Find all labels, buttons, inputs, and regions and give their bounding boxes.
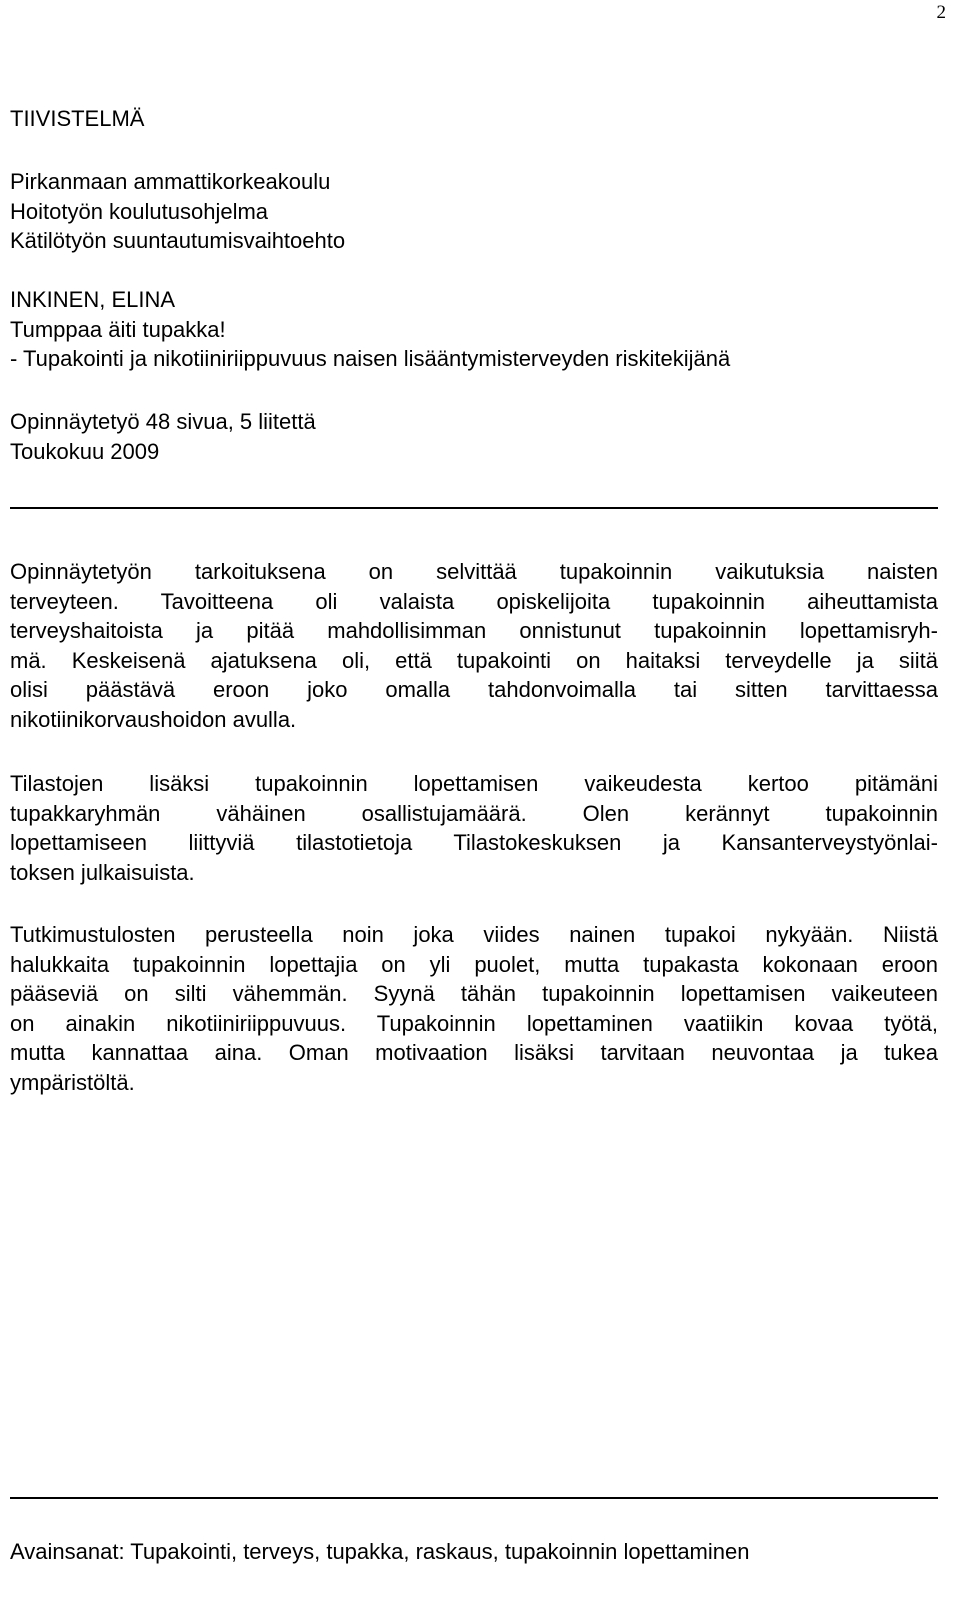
paragraph-line: olisi päästävä eroon joko omalla tahdonvoimalla tai sitten tarvittaessa bbox=[10, 677, 938, 702]
paragraph-line: mutta kannattaa aina. Oman motivaation lisäksi tarvitaan neuvontaa ja tukea bbox=[10, 1040, 938, 1065]
page-number: 2 bbox=[936, 2, 946, 23]
paragraph-line: ympäristöltä. bbox=[10, 1069, 135, 1095]
abstract-paragraph-1 bbox=[10, 557, 938, 734]
paragraph-line: tupakkaryhmän vähäinen osallistujamäärä. Olen kerännyt tupakoinnin bbox=[10, 800, 938, 826]
paragraph-line: terveyteen. Tavoitteena oli valaista opiskelijoita tupakoinnin aiheuttamista bbox=[10, 588, 938, 614]
divider-bottom bbox=[10, 1497, 938, 1499]
paragraph-line: pääseviä on silti vähemmän. Syynä tähän tupakoinnin lopettamisen vaikeuteen bbox=[10, 981, 938, 1006]
degree-program: Hoitotyön koulutusohjelma bbox=[10, 198, 269, 224]
school-info bbox=[10, 167, 938, 256]
paragraph-line: halukkaita tupakoinnin lopettajia on yli puolet, mutta tupakasta kokonaan eroon bbox=[10, 951, 938, 977]
abstract-heading: TIIVISTELMÄ bbox=[10, 106, 145, 131]
thesis-subtitle: - Tupakointi ja nikotiiniriippuvuus naisen lisääntymisterveyden riskitekijänä bbox=[10, 346, 731, 371]
paragraph-line: toksen julkaisuista. bbox=[10, 859, 195, 885]
author-name: INKINEN, ELINA bbox=[10, 287, 176, 312]
page-count: Opinnäytetyö 48 sivua, 5 liitettä bbox=[10, 409, 316, 434]
paragraph-line: nikotiinikorvaushoidon avulla. bbox=[10, 706, 297, 732]
thesis-date: Toukokuu 2009 bbox=[10, 438, 160, 464]
thesis-details bbox=[10, 407, 938, 466]
paragraph-line: Opinnäytetyön tarkoituksena on selvittää tupakoinnin vaikutuksia naisten bbox=[10, 559, 938, 584]
thesis-title: Tumppaa äiti tupakka! bbox=[10, 316, 226, 342]
abstract-paragraph-2 bbox=[10, 769, 938, 887]
thesis-info bbox=[10, 285, 938, 374]
divider-top bbox=[10, 507, 938, 509]
paragraph-line: Tutkimustulosten perusteella noin joka viides nainen tupakoi nykyään. Niistä bbox=[10, 922, 938, 947]
abstract-paragraph-3 bbox=[10, 920, 938, 1097]
paragraph-line: Tilastojen lisäksi tupakoinnin lopettamisen vaikeudesta kertoo pitämäni bbox=[10, 771, 938, 796]
paragraph-line: terveyshaitoista ja pitää mahdollisimman onnistunut tupakoinnin lopettamisryh- bbox=[10, 618, 938, 643]
paragraph-line: mä. Keskeisenä ajatuksena oli, että tupakointi on haitaksi terveydelle ja siitä bbox=[10, 647, 938, 673]
paragraph-line: on ainakin nikotiiniriippuvuus. Tupakoinnin lopettaminen vaatiikin kovaa työtä, bbox=[10, 1010, 938, 1036]
orientation: Kätilötyön suuntautumisvaihtoehto bbox=[10, 228, 346, 253]
paragraph-line: lopettamiseen liittyviä tilastotietoja Tilastokeskuksen ja Kansanterveystyönlai- bbox=[10, 830, 938, 855]
school-name: Pirkanmaan ammattikorkeakoulu bbox=[10, 169, 331, 194]
keywords: Avainsanat: Tupakointi, terveys, tupakka, raskaus, tupakoinnin lopettaminen bbox=[10, 1539, 750, 1564]
